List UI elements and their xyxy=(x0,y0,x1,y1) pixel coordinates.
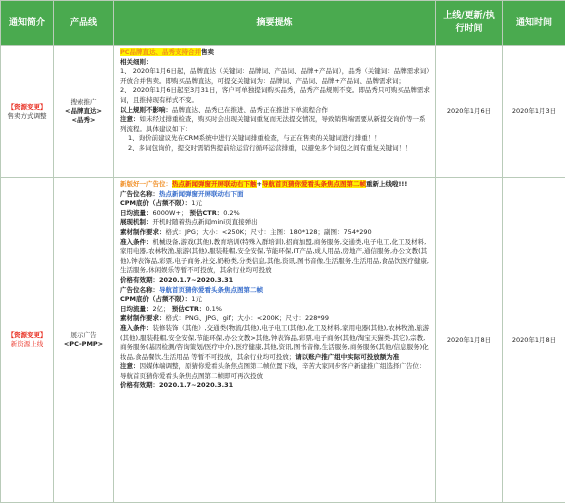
slot2-industry-tail: 请以账户推广组中实际可投放额为准 xyxy=(295,353,399,361)
note-line xyxy=(120,115,431,134)
slot2-name-value: 导航首页猜你爱看头条焦点图第二帧 xyxy=(159,286,263,294)
slot2-period-value: 2020.1.7~2020.3.31 xyxy=(159,381,233,389)
header-intro: 通知简介 xyxy=(1,1,54,46)
slot2-daily-value: 2亿； xyxy=(153,305,170,313)
slot1-cpm xyxy=(120,199,431,209)
slot2-spec-value: 格式：PNG、JPG、gif；大小：<200K；尺寸：228*99 xyxy=(166,314,329,322)
header-product-line: 产品线 xyxy=(54,1,114,46)
rule-paragraph: 1、 2020年1月6日起，品牌直达（关键词：品牌词、产品词、品牌+产品词），品秀（关键词：品牌需求词）开放合并售卖。即购买品牌直达，可提交关键词为：品牌词、产品词、品牌+产品词、品牌需求词； xyxy=(120,67,431,86)
banner-a: 新版好一广告位： xyxy=(120,180,172,188)
summary-cell xyxy=(114,178,436,503)
slot1-cpm-value: 1元 xyxy=(191,199,202,207)
slot1-period-label: 价格有效期： xyxy=(120,276,159,284)
table-row xyxy=(1,46,565,178)
product-line-cell xyxy=(54,46,114,178)
slot1-mech-label: 展现机制： xyxy=(120,218,153,226)
product-line-main: 搜索推广 xyxy=(57,98,110,107)
intro-tag: 【资源变更】 xyxy=(4,331,50,340)
headline-rest: 售卖 xyxy=(201,48,214,56)
slot1-name-label: 广告位名称： xyxy=(120,190,159,198)
note-title: 注意： xyxy=(120,115,140,123)
impact-line xyxy=(120,106,431,116)
slot1-traffic xyxy=(120,209,431,219)
slot1-ctr-value: 0.2% xyxy=(223,209,240,217)
header-row xyxy=(1,1,565,46)
product-line-main: 展示广告 xyxy=(57,331,110,340)
slot1-industry-label: 准入条件： xyxy=(120,238,153,246)
slot1-period-value: 2020.1.7~2020.3.31 xyxy=(159,276,233,284)
slot2-daily-label: 日均流量： xyxy=(120,305,153,313)
slot2-note-label: 注意： xyxy=(120,362,140,370)
note-item: 2、多词包询价，提交时需销售提前给运营行循环运营排重，以避免多个词包之间有重复关键词！！ xyxy=(120,144,431,154)
notice-date: 2020年1月3日 xyxy=(503,46,565,178)
slot2-industry xyxy=(120,324,431,362)
notice-date: 2020年1月8日 xyxy=(503,178,565,503)
summary-headline xyxy=(120,48,431,58)
slot2-industry-label: 准入条件： xyxy=(120,324,153,332)
slot2-spec xyxy=(120,314,431,324)
slot1-industry-value: 机械设备,游戏(其他),教育培训(特殊入群培训),招商加盟,商务服务,交通类,电子电工,化工及材料,家用电器,农林牧渔,旅游(其他),服装鞋帽,安全安保,节能环保,IT产品,成人用品,房地产,通信服务,办公文教(其他),钟表饰品,彩票,电子商务,社交,奶粉类,分类信息,其他,资讯,图书音像,生活服务,生活用品,食品饮医疗健康,生活服务,休闲娱乐等暂不可投放，其余行业均可投放 xyxy=(120,238,429,275)
product-line-cell xyxy=(54,178,114,503)
slot2-spec-label: 素材制作要求： xyxy=(120,314,166,322)
rule-paragraph: 2、 2020年1月6日起至3月31日，客户可单独提词购买品秀，品秀产品规则不变。即品秀只可购买品牌需求词，且推持现有样式不变。 xyxy=(120,86,431,105)
header-notice-time: 通知时间 xyxy=(503,1,565,46)
slot2-name xyxy=(120,286,431,296)
header-online-time: 上线/更新/执行时间 xyxy=(436,1,503,46)
intro-cell xyxy=(1,178,54,503)
banner-e: 重新上线啦!!! xyxy=(366,180,407,188)
slot2-traffic xyxy=(120,305,431,315)
banner-c: + xyxy=(257,180,262,188)
slot1-spec xyxy=(120,228,431,238)
summary-cell xyxy=(114,46,436,178)
slot1-industry xyxy=(120,238,431,276)
slot2-note-value: 因媒体端调整，原猜你爱看头条焦点图第二帧位置下线，辛苦大家同步客户新建推广组选择广告位：导航首页猜你爱看头条焦点图第二帧即可再次投放 xyxy=(120,362,426,380)
table-row xyxy=(1,178,565,503)
slot1-spec-value: 格式：JPG；大小：<250K；尺寸：主图：180*128；副图：754*290 xyxy=(166,228,372,236)
slot2-cpm xyxy=(120,295,431,305)
slot1-mech-value: 开机时随着热点新闻mini页直接弹出 xyxy=(153,218,258,226)
slot1-spec-label: 素材制作要求： xyxy=(120,228,166,236)
note-item: 1、询价前建议先在CRM系统中进行关键词排重检查，与正在售卖的关键词进行排重！！ xyxy=(120,134,431,144)
product-line-sub: <品秀> xyxy=(57,116,110,125)
product-line-sub: <品牌直达> xyxy=(57,107,110,116)
note-text: 如未经过排重检查，购买时会出现关键词重复而无法提交情况，导致销售端需要从新提交询价等一系列流程。具体建议如下： xyxy=(120,115,426,133)
header-summary: 摘要提炼 xyxy=(114,1,436,46)
product-line-sub: <PC-PMP> xyxy=(57,340,110,349)
impact-title: 以上规则不影响： xyxy=(120,106,172,114)
slot1-mechanism xyxy=(120,218,431,228)
slot1-cpm-label: CPM底价（占频不限）： xyxy=(120,199,191,207)
intro-text: 新资源上线 xyxy=(4,340,50,349)
slot2-ctr-label: 预估CTR： xyxy=(172,305,206,313)
slot2-cpm-value: 1元 xyxy=(191,295,202,303)
slot2-period-label: 价格有效期： xyxy=(120,381,159,389)
slot1-ctr-label: 预估CTR： xyxy=(190,209,224,217)
intro-text: 售卖方式调整 xyxy=(4,112,50,121)
slot2-period xyxy=(120,381,431,391)
online-date: 2020年1月8日 xyxy=(436,178,503,503)
slot1-name xyxy=(120,190,431,200)
slot1-daily-label: 日均流量： xyxy=(120,209,153,217)
rules-title: 相关细则： xyxy=(120,58,431,68)
banner-b: 热点新闻弹窗开屏联动右下触 xyxy=(172,180,257,188)
slot1-name-value: 热点新闻弹窗开屏联动右下面 xyxy=(159,190,244,198)
headline-highlight: PC品牌直达、品秀支持合并 xyxy=(120,48,201,56)
summary-banner xyxy=(120,180,431,190)
slot1-period xyxy=(120,276,431,286)
slot1-daily-value: 6000W+； xyxy=(153,209,188,217)
impact-text: 品牌直达、品秀已在推进、品秀正在推进下单流程合作 xyxy=(172,106,328,114)
online-date: 2020年1月6日 xyxy=(436,46,503,178)
intro-cell xyxy=(1,46,54,178)
intro-tag: 【资源变更】 xyxy=(4,103,50,112)
slot2-industry-value: 装修装饰（其他）,交通类(物流/其他),电子电工(其他),化工及材料,家用电器(其他),农林牧渔,旅游(其他),服装鞋帽,安全安保,节能环保,办公文教>其他,钟表饰品,彩票,电子商务(其他/淘宝天猫类-其它),宗教,商务服务(基因检测/咨询策划/医疗中介),医疗健康,其他,资讯,图书音像,生活服务,商务服务(其他/信息服务)化妆品,食品餐饮,生活用品 等暂不可投放，其余行业均可投放； xyxy=(120,324,429,361)
slot2-note xyxy=(120,362,431,381)
banner-d: 导航首页猜你爱看头条焦点图第二帧 xyxy=(262,180,366,188)
slot2-cpm-label: CPM底价（占频不限）： xyxy=(120,295,191,303)
slot2-name-label: 广告位名称： xyxy=(120,286,159,294)
slot2-ctr-value: 0.1% xyxy=(205,305,222,313)
summary-body xyxy=(120,180,431,500)
